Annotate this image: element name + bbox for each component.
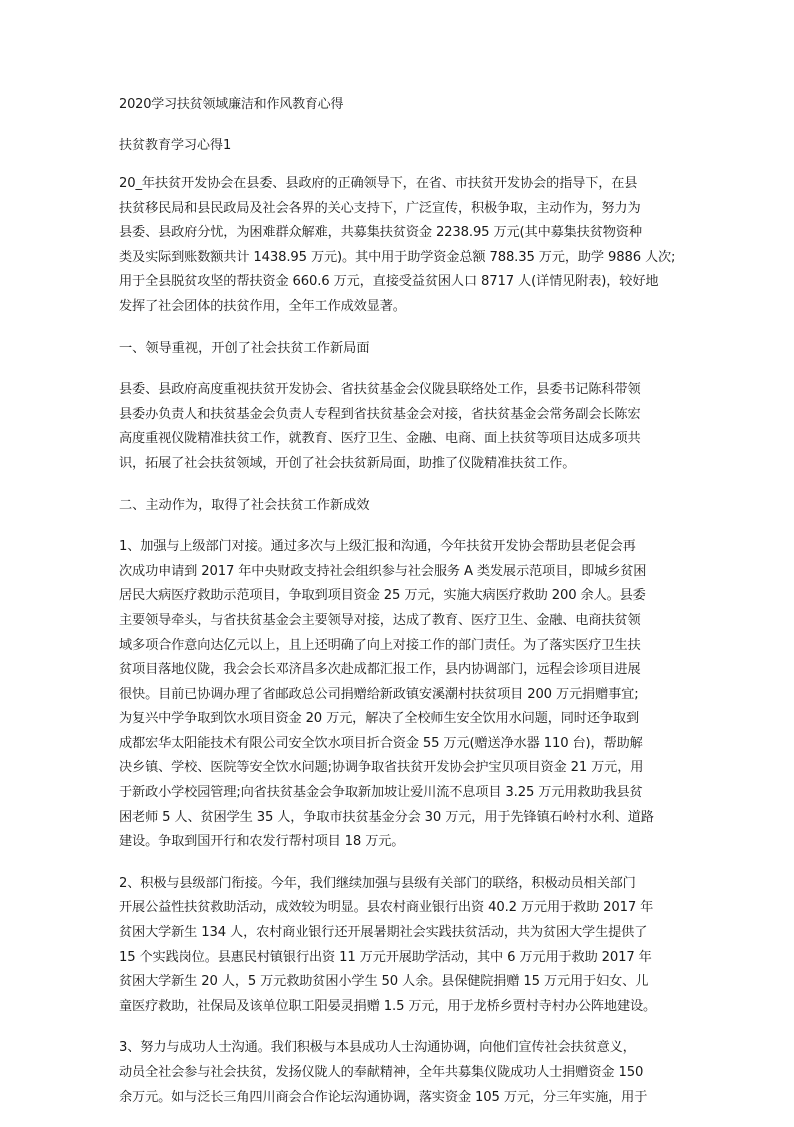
- section-heading: 一、领导重视，开创了社会扶贫工作新局面: [119, 340, 370, 356]
- paragraph-line: 扶贫移民局和县民政局及社会各界的关心支持下，广泛宣传，积极争取，主动作为，努力为: [119, 200, 641, 216]
- paragraph-line: 贫项目落地仪陇，我会会长邓济昌多次赴成都汇报工作，县内协调部门，远程会诊项目进展: [119, 662, 641, 678]
- paragraph-line: 成都宏华太阳能技术有限公司安全饮水项目折合资金 55 万元(赠送净水器 110 台)，帮助解: [119, 735, 643, 751]
- paragraph-line: 3、努力与成功人士沟通。我们积极与本县成功人士沟通协调，向他们宣传社会扶贫意义，: [119, 1040, 636, 1056]
- paragraph-line: 县委、县政府高度重视扶贫开发协会、省扶贫基金会仪陇县联络处工作，县委书记陈科带领: [119, 382, 641, 398]
- document-subtitle: 扶贫教育学习心得1: [119, 138, 232, 153]
- paragraph-line: 县委办负责人和扶贫基金会负责人专程到省扶贫基金会对接，省扶贫基金会常务副会长陈宏: [119, 406, 641, 422]
- paragraph-line: 余万元。如与泛长三角四川商会合作论坛沟通协调，落实资金 105 万元，分三年实施，用于: [119, 1089, 648, 1105]
- paragraph-line: 很快。目前已协调办理了省邮政总公司捐赠给新政镇安溪潮村扶贫项目 200 万元捐赠事宜;: [119, 686, 639, 702]
- body-paragraph: [119, 872, 675, 1020]
- paragraph-line: 1、加强与上级部门对接。通过多次与上级汇报和沟通，今年扶贫开发协会帮助县老促会再: [119, 539, 636, 555]
- section-heading: 二、主动作为，取得了社会扶贫工作新成效: [119, 497, 370, 513]
- paragraph-line: 困老师 5 人、贫困学生 35 人，争取市扶贫基金分会 30 万元，用于先锋镇石岭村水利、道路: [119, 809, 654, 825]
- body-paragraph: [119, 378, 675, 476]
- paragraph-line: 识，拓展了社会扶贫领域，开创了社会扶贫新局面，助推了仪陇精准扶贫工作。: [119, 455, 576, 471]
- paragraph-line: 居民大病医疗救助示范项目，争取到项目资金 25 万元，实施大病医疗救助 200 余人。县委: [119, 588, 646, 604]
- paragraph-line: 高度重视仪陇精准扶贫工作，就教育、医疗卫生、金融、电商、面上扶贫等项目达成多项共: [119, 431, 641, 447]
- paragraph-line: 发挥了社会团体的扶贫作用，全年工作成效显著。: [119, 298, 406, 314]
- body-paragraph: [119, 1036, 675, 1110]
- paragraph-line: 建设。争取到国开行和农发行帮村项目 18 万元。: [119, 834, 405, 850]
- body-paragraph: [119, 535, 675, 855]
- paragraph-line: 域多项合作意向达亿元以上，且上还明确了向上对接工作的部门责任。为了落实医疗卫生扶: [119, 637, 641, 653]
- paragraph-line: 县委、县政府分忧，为困难群众解难，共募集扶贫资金 2238.95 万元(其中募集扶贫物资种: [119, 225, 642, 241]
- paragraph-line: 2、积极与县级部门衔接。今年，我们继续加强与县级有关部门的联络，积极动员相关部门: [119, 875, 636, 891]
- paragraph-line: 开展公益性扶贫救助活动，成效较为明显。县农村商业银行出资 40.2 万元用于救助 2017 年: [119, 900, 654, 916]
- paragraph-line: 为复兴中学争取到饮水项目资金 20 万元，解决了全校师生安全饮用水问题，同时还争取到: [119, 711, 639, 727]
- paragraph-line: 用于全县脱贫攻坚的帮扶资金 660.6 万元，直接受益贫困人口 8717 人(详情见附表)，较好地: [119, 274, 659, 290]
- body-paragraph: [119, 172, 675, 320]
- paragraph-line: 于新政小学校园管理;向省扶贫基金会争取新加坡让爱川流不息项目 3.25 万元用救助我县贫: [119, 785, 643, 801]
- paragraph-line: 次成功申请到 2017 年中央财政支持社会组织参与社会服务 A 类发展示范项目，即城乡贫困: [119, 563, 647, 579]
- paragraph-line: 贫困大学新生 20 人，5 万元救助贫困小学生 50 人余。县保健院捐赠 15 万元用于妇女、儿: [119, 974, 649, 990]
- paragraph-line: 贫困大学新生 134 人，农村商业银行还开展暑期社会实践扶贫活动，共为贫困大学生提供了: [119, 925, 648, 941]
- paragraph-line: 类及实际到账数额共计 1438.95 万元)。其中用于助学资金总额 788.35 万元，助学 9886 人次;: [119, 249, 675, 265]
- paragraph-line: 童医疗救助，社保局及该单位职工阳晏灵捐赠 1.5 万元，用于龙桥乡贾村寺村办公阵地建设。: [119, 998, 657, 1014]
- document-title: 2020学习扶贫领域廉洁和作风教育心得: [119, 97, 344, 112]
- paragraph-line: 主要领导牵头，与省扶贫基金会主要领导对接，达成了教育、医疗卫生、金融、电商扶贫领: [119, 612, 641, 628]
- paragraph-line: 20_年扶贫开发协会在县委、县政府的正确领导下，在省、市扶贫开发协会的指导下，在县: [119, 176, 638, 191]
- paragraph-line: 动员全社会参与社会扶贫，发扬仪陇人的奉献精神，全年共募集仪陇成功人士捐赠资金 150: [119, 1065, 644, 1080]
- document-page: [119, 93, 675, 1127]
- document-body: [119, 172, 675, 1110]
- paragraph-line: 15 个实践岗位。县惠民村镇银行出资 11 万元开展助学活动，其中 6 万元用于救助 2017 年: [119, 949, 652, 965]
- paragraph-line: 决乡镇、学校、医院等安全饮水问题;协调争取省扶贫开发协会护宝贝项目资金 21 万元，用: [119, 760, 644, 776]
